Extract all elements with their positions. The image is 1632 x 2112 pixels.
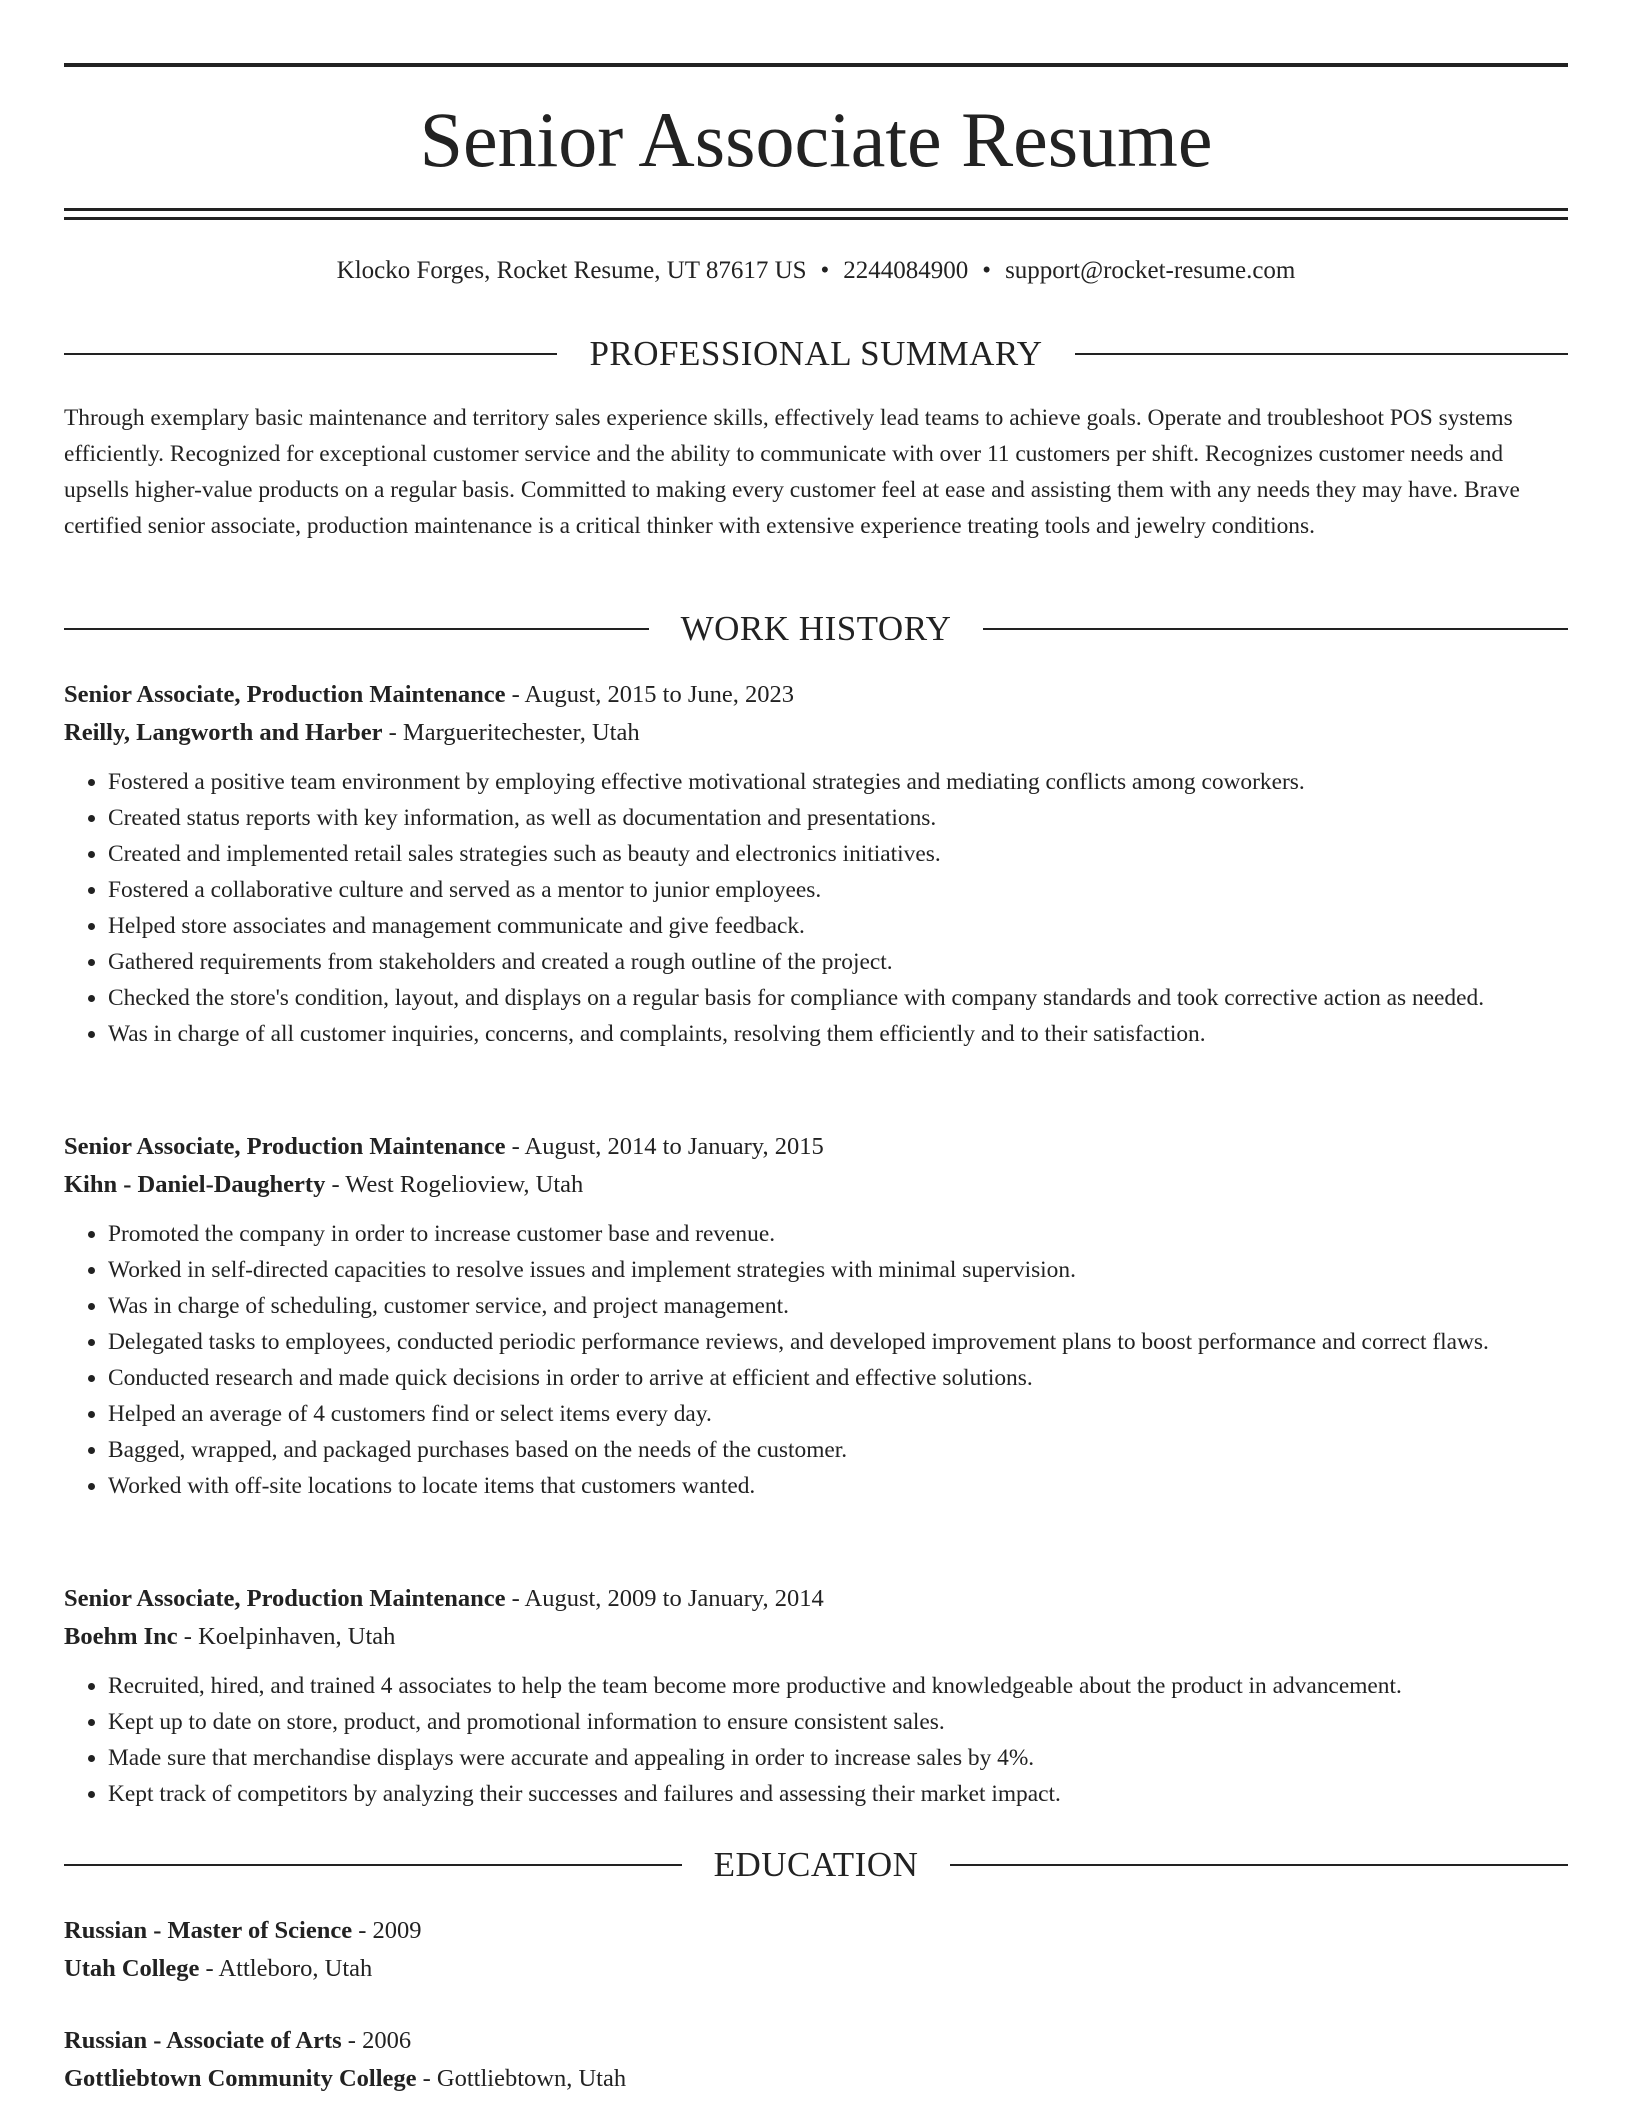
job-bullet: • Kept up to date on store, product, and promotional information to ensure consistent sales. <box>108 1704 1568 1740</box>
contact-line <box>64 254 1568 288</box>
education-location: - Gottliebtown, Utah <box>416 2065 627 2092</box>
job-company-line <box>64 1618 1568 1656</box>
job-title: Senior Associate, Production Maintenance <box>64 1133 506 1160</box>
job-title: Senior Associate, Production Maintenance <box>64 1585 506 1612</box>
job-entry <box>64 676 1568 1052</box>
job-bullet: • Checked the store's condition, layout, and displays on a regular basis for compliance with company standards and took corrective action as needed. <box>108 980 1568 1016</box>
heading-rule <box>64 1864 682 1866</box>
job-bullet: • Worked in self-directed capacities to resolve issues and implement strategies with minimal supervision. <box>108 1252 1568 1288</box>
summary-heading-label: PROFESSIONAL SUMMARY <box>589 334 1043 373</box>
job-bullet: • Delegated tasks to employees, conducted periodic performance reviews, and developed improvement plans to boost performance and correct flaws. <box>108 1324 1568 1360</box>
education-school: Utah College <box>64 1955 200 1982</box>
job-company: Kihn - Daniel-Daugherty <box>64 1171 326 1198</box>
job-title: Senior Associate, Production Maintenance <box>64 681 506 708</box>
job-bullets <box>64 764 1568 1052</box>
heading-rule <box>983 628 1568 630</box>
resume-title: Senior Associate Resume <box>419 96 1213 183</box>
title-double-rule <box>64 208 1568 220</box>
job-bullet: • Helped store associates and management communicate and give feedback. <box>108 908 1568 944</box>
top-rule <box>64 63 1568 67</box>
job-bullets <box>64 1668 1568 1812</box>
heading-rule <box>64 353 557 355</box>
contact-phone: 2244084900 <box>843 257 969 284</box>
summary-heading <box>64 332 1568 376</box>
education-entry <box>64 1912 1568 1988</box>
education-year: - 2009 <box>352 1917 422 1944</box>
education-degree: Russian - Associate of Arts <box>64 2027 342 2054</box>
job-dates: - August, 2015 to June, 2023 <box>505 681 795 708</box>
job-bullet: • Created status reports with key information, as well as documentation and presentations. <box>108 800 1568 836</box>
job-entry <box>64 1128 1568 1504</box>
job-bullet: • Created and implemented retail sales strategies such as beauty and electronics initiatives. <box>108 836 1568 872</box>
job-dates: - August, 2009 to January, 2014 <box>505 1585 824 1612</box>
heading-rule <box>1075 353 1568 355</box>
job-bullet: • Promoted the company in order to increase customer base and revenue. <box>108 1216 1568 1252</box>
job-location: - Margueritechester, Utah <box>382 719 640 746</box>
job-title-line <box>64 1580 1568 1618</box>
job-bullet: • Was in charge of scheduling, customer service, and project management. <box>108 1288 1568 1324</box>
heading-rule <box>64 628 649 630</box>
job-location: - West Rogelioview, Utah <box>325 1171 584 1198</box>
work-history-heading-label: WORK HISTORY <box>680 609 952 648</box>
job-entry <box>64 1580 1568 1812</box>
education-degree: Russian - Master of Science <box>64 1917 353 1944</box>
education-degree-line <box>64 2022 1568 2060</box>
job-bullet: • Was in charge of all customer inquiries, concerns, and complaints, resolving them efficiently and to their satisfaction. <box>108 1016 1568 1052</box>
education-school-line <box>64 1950 1568 1988</box>
job-bullet: • Worked with off-site locations to locate items that customers wanted. <box>108 1468 1568 1504</box>
job-bullet: • Bagged, wrapped, and packaged purchases based on the needs of the customer. <box>108 1432 1568 1468</box>
contact-email: support@rocket-resume.com <box>1005 257 1296 284</box>
education-location: - Attleboro, Utah <box>199 1955 373 1982</box>
job-company-line <box>64 714 1568 752</box>
job-bullet: • Fostered a positive team environment by employing effective motivational strategies and mediating conflicts among coworkers. <box>108 764 1568 800</box>
education-school: Gottliebtown Community College <box>64 2065 417 2092</box>
work-history-heading <box>64 607 1568 651</box>
heading-rule <box>950 1864 1568 1866</box>
job-title-line <box>64 676 1568 714</box>
contact-separator: • <box>982 257 992 284</box>
education-school-line <box>64 2060 1568 2098</box>
job-bullet: • Made sure that merchandise displays were accurate and appealing in order to increase sales by 4%. <box>108 1740 1568 1776</box>
job-bullet: • Helped an average of 4 customers find or select items every day. <box>108 1396 1568 1432</box>
job-bullet: • Kept track of competitors by analyzing their successes and failures and assessing their market impact. <box>108 1776 1568 1812</box>
job-company: Reilly, Langworth and Harber <box>64 719 383 746</box>
education-year: - 2006 <box>341 2027 412 2054</box>
contact-address: Klocko Forges, Rocket Resume, UT 87617 US <box>336 257 807 284</box>
education-entry <box>64 2022 1568 2098</box>
job-dates: - August, 2014 to January, 2015 <box>505 1133 824 1160</box>
job-bullet: • Fostered a collaborative culture and served as a mentor to junior employees. <box>108 872 1568 908</box>
job-title-line <box>64 1128 1568 1166</box>
summary-text: Through exemplary basic maintenance and territory sales experience skills, effectively lead teams to achieve goals. Operate and troubleshoot POS systems efficiently. Recognized for exceptional customer service and the ability to communicate with over 11 customers per shift. Recognizes customer needs and upsells higher-value products on a regular basis. Committed to making every customer feel at ease and assisting them with any needs they may have. Brave certified senior associate, production maintenance is a critical thinker with extensive experience treating tools and jewelry conditions. <box>64 405 1520 539</box>
job-company: Boehm Inc <box>64 1623 178 1650</box>
job-bullet: • Conducted research and made quick decisions in order to arrive at efficient and effective solutions. <box>108 1360 1568 1396</box>
education-heading <box>64 1843 1568 1887</box>
job-bullet: • Recruited, hired, and trained 4 associates to help the team become more productive and knowledgeable about the product in advancement. <box>108 1668 1568 1704</box>
education-heading-label: EDUCATION <box>713 1845 919 1884</box>
education-degree-line <box>64 1912 1568 1950</box>
job-location: - Koelpinhaven, Utah <box>177 1623 396 1650</box>
contact-separator: • <box>820 257 830 284</box>
job-bullet: • Gathered requirements from stakeholders and created a rough outline of the project. <box>108 944 1568 980</box>
job-bullets <box>64 1216 1568 1504</box>
job-company-line <box>64 1166 1568 1204</box>
